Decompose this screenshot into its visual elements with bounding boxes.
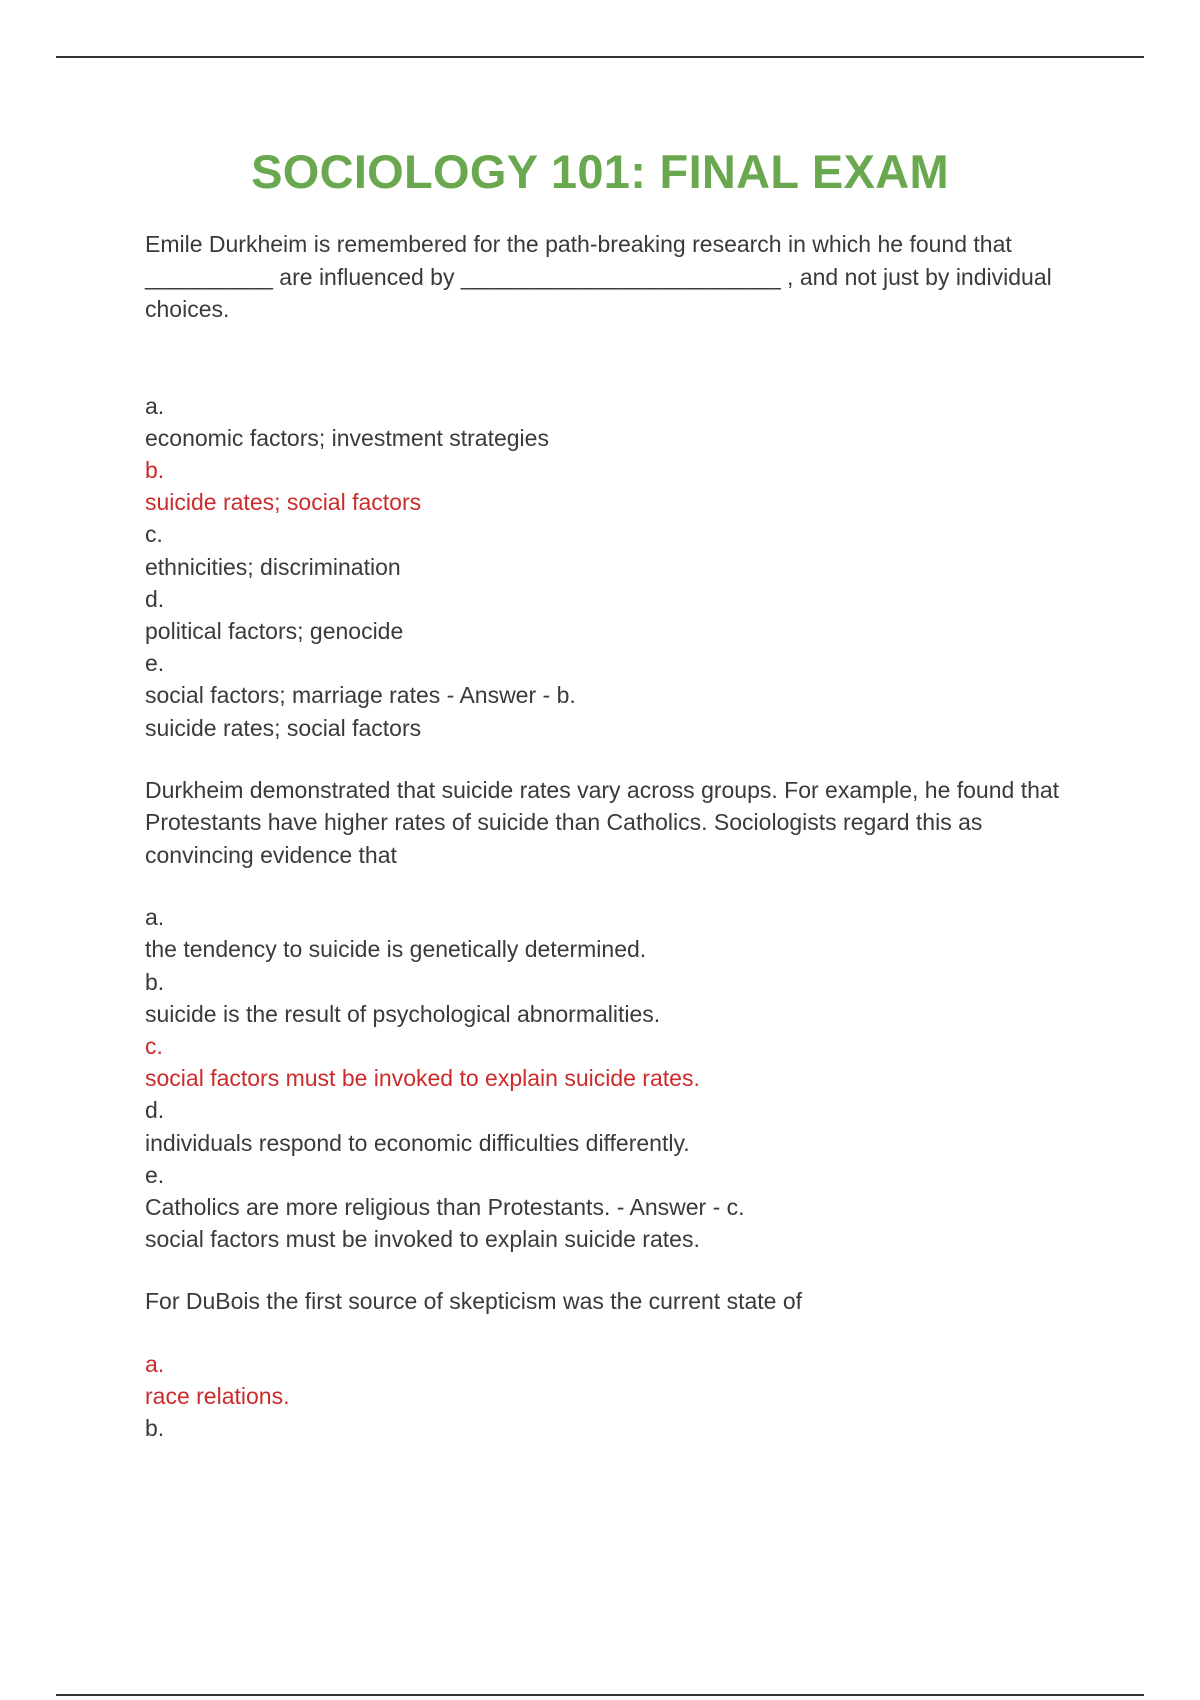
option-letter-e: e. xyxy=(145,1161,165,1188)
answer-text: social factors must be invoked to explain suicide rates. xyxy=(145,1226,700,1253)
question-2 xyxy=(145,774,1085,1256)
option-letter-b: b. xyxy=(145,1415,165,1442)
answer-options xyxy=(145,901,1085,1223)
option-letter-d: d. xyxy=(145,1097,165,1124)
question-text: Durkheim demonstrated that suicide rates vary across groups. For example, he found that Protestants have higher rates of suicide than Catholics. Sociologists regard this as convincing evidence that xyxy=(145,776,1060,868)
answer-options xyxy=(145,1348,1085,1445)
option-letter-d: d. xyxy=(145,585,165,612)
option-text-c-correct: social factors must be invoked to explain suicide rates. xyxy=(145,1065,700,1092)
option-letter-a: a. xyxy=(145,904,165,931)
option-text-a-correct: race relations. xyxy=(145,1383,290,1410)
option-letter-b-correct: b. xyxy=(145,456,165,483)
option-text-d: individuals respond to economic difficulties differently. xyxy=(145,1129,690,1156)
option-letter-a-correct: a. xyxy=(145,1350,165,1377)
question-3 xyxy=(145,1285,1085,1444)
page-title: SOCIOLOGY 101: FINAL EXAM xyxy=(251,145,949,198)
option-text-a: the tendency to suicide is genetically determined. xyxy=(145,936,647,963)
option-text-e: social factors; marriage rates - Answer - b. xyxy=(145,682,576,709)
option-text-e: Catholics are more religious than Protestants. - Answer - c. xyxy=(145,1194,745,1221)
option-text-d: political factors; genocide xyxy=(145,617,404,644)
option-letter-a: a. xyxy=(145,392,165,419)
bottom-rule xyxy=(56,1694,1144,1696)
question-text: For DuBois the first source of skepticism was the current state of xyxy=(145,1288,803,1315)
option-letter-e: e. xyxy=(145,650,165,677)
top-rule xyxy=(56,56,1144,58)
option-letter-c-correct: c. xyxy=(145,1033,163,1060)
option-letter-b: b. xyxy=(145,968,165,995)
option-letter-c: c. xyxy=(145,521,163,548)
option-text-c: ethnicities; discrimination xyxy=(145,553,401,580)
option-text-a: economic factors; investment strategies xyxy=(145,424,549,451)
option-text-b: suicide is the result of psychological abnormalities. xyxy=(145,1000,661,1027)
option-text-b-correct: suicide rates; social factors xyxy=(145,489,422,516)
question-1 xyxy=(145,228,1085,744)
document-page xyxy=(145,140,1085,1445)
question-text: Emile Durkheim is remembered for the path-breaking research in which he found that __________ are influenced by _________________________ , and not just by individual choices. xyxy=(145,231,1052,322)
answer-text: suicide rates; social factors xyxy=(145,714,422,741)
answer-options xyxy=(145,390,1085,712)
